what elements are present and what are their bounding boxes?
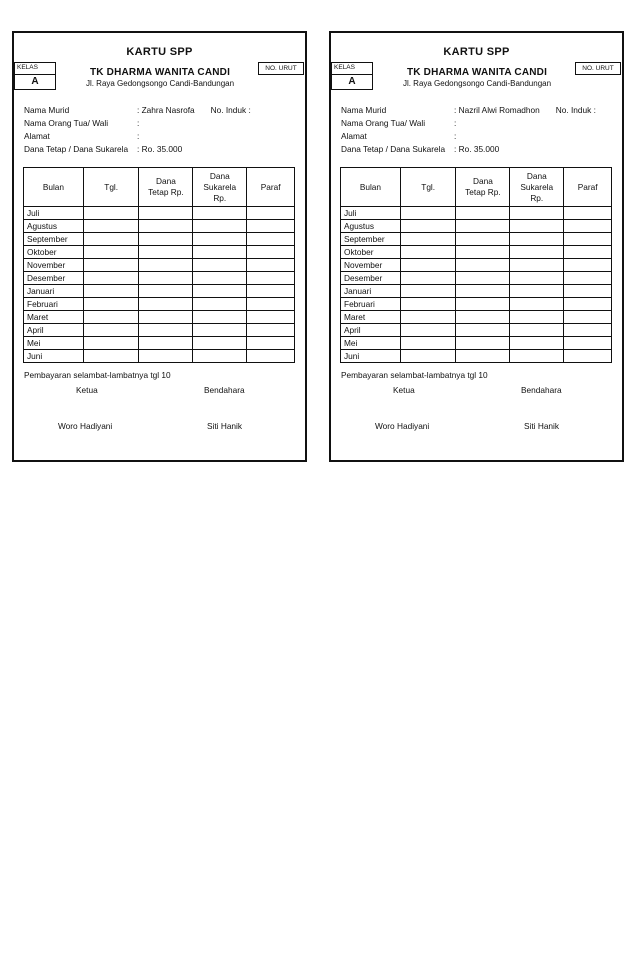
month-cell: September bbox=[24, 233, 84, 246]
table-row bbox=[24, 220, 295, 233]
header-dana-tetap: Dana Tetap Rp. bbox=[456, 168, 510, 207]
month-cell: Maret bbox=[341, 311, 401, 324]
tgl-cell bbox=[400, 298, 456, 311]
header-dana-tetap: Dana Tetap Rp. bbox=[139, 168, 193, 207]
paraf-cell bbox=[564, 285, 612, 298]
bendahara-name: Siti Hanik bbox=[524, 421, 560, 431]
paraf-cell bbox=[564, 246, 612, 259]
tgl-cell bbox=[400, 285, 456, 298]
nama-murid-label: Nama Murid bbox=[341, 105, 387, 115]
table-row bbox=[341, 311, 612, 324]
table-row bbox=[24, 285, 295, 298]
paraf-cell bbox=[564, 350, 612, 363]
kelas-box bbox=[331, 62, 373, 90]
dana-tetap-cell bbox=[456, 311, 510, 324]
tgl-cell bbox=[400, 272, 456, 285]
month-cell: April bbox=[341, 324, 401, 337]
orang-tua-value: : bbox=[137, 118, 140, 128]
tgl-cell bbox=[400, 259, 456, 272]
kelas-divider bbox=[332, 74, 372, 75]
dana-tetap-cell bbox=[139, 233, 193, 246]
month-cell: September bbox=[341, 233, 401, 246]
orang-tua-value: : bbox=[454, 118, 457, 128]
month-cell: April bbox=[24, 324, 84, 337]
dana-sukarela-cell bbox=[510, 298, 564, 311]
dana-tetap-cell bbox=[456, 324, 510, 337]
tgl-cell bbox=[83, 259, 139, 272]
dana-sukarela-cell bbox=[193, 298, 247, 311]
alamat-value: : bbox=[454, 131, 457, 141]
table-row bbox=[341, 259, 612, 272]
orang-tua-label: Nama Orang Tua/ Wali bbox=[24, 118, 109, 128]
month-cell: Mei bbox=[341, 337, 401, 350]
paraf-cell bbox=[564, 233, 612, 246]
tgl-cell bbox=[83, 272, 139, 285]
school-address: Jl. Raya Gedongsongo Candi-Bandungan bbox=[85, 79, 235, 88]
kelas-value: A bbox=[31, 76, 39, 87]
dana-sukarela-cell bbox=[510, 337, 564, 350]
paraf-cell bbox=[564, 259, 612, 272]
tgl-cell bbox=[83, 324, 139, 337]
tgl-cell bbox=[400, 220, 456, 233]
dana-tetap-cell bbox=[139, 337, 193, 350]
paraf-cell bbox=[247, 350, 295, 363]
card-title: KARTU SPP bbox=[126, 46, 193, 58]
school-address: Jl. Raya Gedongsongo Candi-Bandungan bbox=[402, 79, 552, 88]
dana-value: : Ro. 35.000 bbox=[454, 144, 500, 154]
payment-table bbox=[23, 167, 295, 363]
tgl-cell bbox=[83, 233, 139, 246]
table-row bbox=[341, 285, 612, 298]
dana-sukarela-cell bbox=[193, 207, 247, 220]
payment-note: Pembayaran selambat-lambatnya tgl 10 bbox=[24, 370, 171, 380]
month-cell: Desember bbox=[341, 272, 401, 285]
month-cell: November bbox=[341, 259, 401, 272]
month-cell: Mei bbox=[24, 337, 84, 350]
table-row bbox=[24, 350, 295, 363]
month-cell: Maret bbox=[24, 311, 84, 324]
kelas-value: A bbox=[348, 76, 356, 87]
month-cell: Juli bbox=[24, 207, 84, 220]
month-cell: Februari bbox=[341, 298, 401, 311]
table-row bbox=[24, 246, 295, 259]
nama-murid-label: Nama Murid bbox=[24, 105, 70, 115]
dana-tetap-cell bbox=[456, 259, 510, 272]
paraf-cell bbox=[564, 337, 612, 350]
dana-sukarela-cell bbox=[193, 285, 247, 298]
paraf-cell bbox=[247, 259, 295, 272]
table-row bbox=[341, 350, 612, 363]
table-row bbox=[24, 337, 295, 350]
paraf-cell bbox=[564, 207, 612, 220]
month-cell: Januari bbox=[24, 285, 84, 298]
tgl-cell bbox=[400, 233, 456, 246]
tgl-cell bbox=[83, 246, 139, 259]
month-cell: Juni bbox=[341, 350, 401, 363]
month-cell: Agustus bbox=[24, 220, 84, 233]
no-urut-box: NO. URUT bbox=[575, 62, 621, 75]
spp-card bbox=[12, 31, 307, 462]
paraf-cell bbox=[564, 324, 612, 337]
table-row bbox=[24, 298, 295, 311]
card-title: KARTU SPP bbox=[443, 46, 510, 58]
dana-label: Dana Tetap / Dana Sukarela bbox=[341, 144, 446, 154]
kelas-divider bbox=[15, 74, 55, 75]
dana-sukarela-cell bbox=[193, 311, 247, 324]
month-cell: Agustus bbox=[341, 220, 401, 233]
kelas-box bbox=[14, 62, 56, 90]
dana-sukarela-cell bbox=[193, 337, 247, 350]
nama-murid-row bbox=[341, 105, 596, 115]
dana-tetap-cell bbox=[456, 298, 510, 311]
dana-sukarela-cell bbox=[510, 285, 564, 298]
header-dana-sukarela: Dana Sukarela Rp. bbox=[193, 168, 247, 207]
paraf-cell bbox=[564, 311, 612, 324]
dana-sukarela-cell bbox=[193, 259, 247, 272]
month-cell: Juni bbox=[24, 350, 84, 363]
month-cell: November bbox=[24, 259, 84, 272]
paraf-cell bbox=[564, 220, 612, 233]
bendahara-label: Bendahara bbox=[521, 385, 562, 395]
paraf-cell bbox=[247, 220, 295, 233]
month-cell: Oktober bbox=[341, 246, 401, 259]
dana-tetap-cell bbox=[139, 207, 193, 220]
paraf-cell bbox=[247, 311, 295, 324]
orang-tua-row bbox=[24, 118, 139, 128]
table-row bbox=[24, 324, 295, 337]
alamat-value: : bbox=[137, 131, 140, 141]
paraf-cell bbox=[247, 272, 295, 285]
dana-tetap-cell bbox=[456, 220, 510, 233]
alamat-row bbox=[341, 131, 456, 141]
paraf-cell bbox=[247, 207, 295, 220]
tgl-cell bbox=[83, 207, 139, 220]
dana-sukarela-cell bbox=[510, 259, 564, 272]
header-paraf: Paraf bbox=[247, 168, 295, 207]
dana-sukarela-cell bbox=[193, 350, 247, 363]
tgl-cell bbox=[83, 220, 139, 233]
dana-tetap-cell bbox=[139, 324, 193, 337]
table-row bbox=[24, 233, 295, 246]
payment-table bbox=[340, 167, 612, 363]
tgl-cell bbox=[400, 207, 456, 220]
nama-murid-value: : Zahra Nasrofa bbox=[137, 105, 195, 115]
table-row bbox=[24, 207, 295, 220]
dana-tetap-cell bbox=[139, 311, 193, 324]
alamat-label: Alamat bbox=[24, 131, 50, 141]
month-cell: Juli bbox=[341, 207, 401, 220]
spp-card bbox=[329, 31, 624, 462]
table-row bbox=[341, 324, 612, 337]
paraf-cell bbox=[247, 337, 295, 350]
school-name: TK DHARMA WANITA CANDI bbox=[406, 67, 548, 78]
dana-tetap-cell bbox=[139, 220, 193, 233]
kelas-label: KELAS bbox=[17, 64, 38, 71]
paraf-cell bbox=[247, 285, 295, 298]
dana-sukarela-cell bbox=[510, 311, 564, 324]
dana-sukarela-cell bbox=[193, 220, 247, 233]
table-row bbox=[341, 298, 612, 311]
paraf-cell bbox=[247, 298, 295, 311]
table-row bbox=[341, 246, 612, 259]
dana-tetap-cell bbox=[456, 233, 510, 246]
dana-tetap-cell bbox=[456, 337, 510, 350]
header-dana-sukarela: Dana Sukarela Rp. bbox=[510, 168, 564, 207]
bendahara-name: Siti Hanik bbox=[207, 421, 243, 431]
alamat-row bbox=[24, 131, 139, 141]
nama-murid-value: : Nazril Alwi Romadhon bbox=[454, 105, 540, 115]
table-header-row bbox=[341, 168, 612, 207]
ketua-label: Ketua bbox=[76, 385, 98, 395]
tgl-cell bbox=[400, 337, 456, 350]
dana-sukarela-cell bbox=[193, 246, 247, 259]
table-row bbox=[24, 259, 295, 272]
header-bulan: Bulan bbox=[24, 168, 84, 207]
table-row bbox=[24, 311, 295, 324]
dana-row bbox=[341, 144, 499, 154]
dana-sukarela-cell bbox=[193, 233, 247, 246]
table-header-row bbox=[24, 168, 295, 207]
dana-sukarela-cell bbox=[510, 207, 564, 220]
dana-sukarela-cell bbox=[510, 272, 564, 285]
ketua-name: Woro Hadiyani bbox=[58, 421, 113, 431]
no-induk-label: No. Induk : bbox=[555, 105, 596, 115]
dana-tetap-cell bbox=[456, 285, 510, 298]
month-cell: Januari bbox=[341, 285, 401, 298]
dana-sukarela-cell bbox=[510, 350, 564, 363]
dana-sukarela-cell bbox=[510, 233, 564, 246]
tgl-cell bbox=[83, 311, 139, 324]
table-row bbox=[341, 233, 612, 246]
table-row bbox=[24, 272, 295, 285]
nama-murid-row bbox=[24, 105, 251, 115]
tgl-cell bbox=[83, 350, 139, 363]
paraf-cell bbox=[247, 233, 295, 246]
tgl-cell bbox=[400, 246, 456, 259]
dana-sukarela-cell bbox=[510, 220, 564, 233]
dana-tetap-cell bbox=[456, 350, 510, 363]
dana-tetap-cell bbox=[139, 259, 193, 272]
dana-value: : Ro. 35.000 bbox=[137, 144, 183, 154]
dana-tetap-cell bbox=[139, 285, 193, 298]
dana-sukarela-cell bbox=[193, 272, 247, 285]
tgl-cell bbox=[83, 337, 139, 350]
tgl-cell bbox=[400, 324, 456, 337]
dana-tetap-cell bbox=[139, 246, 193, 259]
header-paraf: Paraf bbox=[564, 168, 612, 207]
table-row bbox=[341, 337, 612, 350]
orang-tua-row bbox=[341, 118, 456, 128]
bendahara-label: Bendahara bbox=[204, 385, 245, 395]
table-row bbox=[341, 220, 612, 233]
dana-tetap-cell bbox=[456, 207, 510, 220]
dana-sukarela-cell bbox=[193, 324, 247, 337]
dana-sukarela-cell bbox=[510, 324, 564, 337]
alamat-label: Alamat bbox=[341, 131, 367, 141]
orang-tua-label: Nama Orang Tua/ Wali bbox=[341, 118, 426, 128]
school-name: TK DHARMA WANITA CANDI bbox=[89, 67, 231, 78]
dana-tetap-cell bbox=[456, 272, 510, 285]
header-bulan: Bulan bbox=[341, 168, 401, 207]
month-cell: Desember bbox=[24, 272, 84, 285]
paraf-cell bbox=[564, 298, 612, 311]
dana-tetap-cell bbox=[139, 350, 193, 363]
dana-label: Dana Tetap / Dana Sukarela bbox=[24, 144, 129, 154]
tgl-cell bbox=[83, 298, 139, 311]
table-row bbox=[341, 272, 612, 285]
no-induk-label: No. Induk : bbox=[210, 105, 251, 115]
paraf-cell bbox=[247, 324, 295, 337]
kelas-label: KELAS bbox=[334, 64, 355, 71]
tgl-cell bbox=[83, 285, 139, 298]
header-tgl: Tgl. bbox=[400, 168, 456, 207]
payment-note: Pembayaran selambat-lambatnya tgl 10 bbox=[341, 370, 488, 380]
ketua-label: Ketua bbox=[393, 385, 415, 395]
dana-row bbox=[24, 144, 182, 154]
tgl-cell bbox=[400, 311, 456, 324]
ketua-name: Woro Hadiyani bbox=[375, 421, 430, 431]
header-tgl: Tgl. bbox=[83, 168, 139, 207]
tgl-cell bbox=[400, 350, 456, 363]
table-row bbox=[341, 207, 612, 220]
no-urut-box: NO. URUT bbox=[258, 62, 304, 75]
paraf-cell bbox=[247, 246, 295, 259]
month-cell: Oktober bbox=[24, 246, 84, 259]
dana-tetap-cell bbox=[139, 272, 193, 285]
dana-tetap-cell bbox=[456, 246, 510, 259]
paraf-cell bbox=[564, 272, 612, 285]
dana-tetap-cell bbox=[139, 298, 193, 311]
dana-sukarela-cell bbox=[510, 246, 564, 259]
month-cell: Februari bbox=[24, 298, 84, 311]
